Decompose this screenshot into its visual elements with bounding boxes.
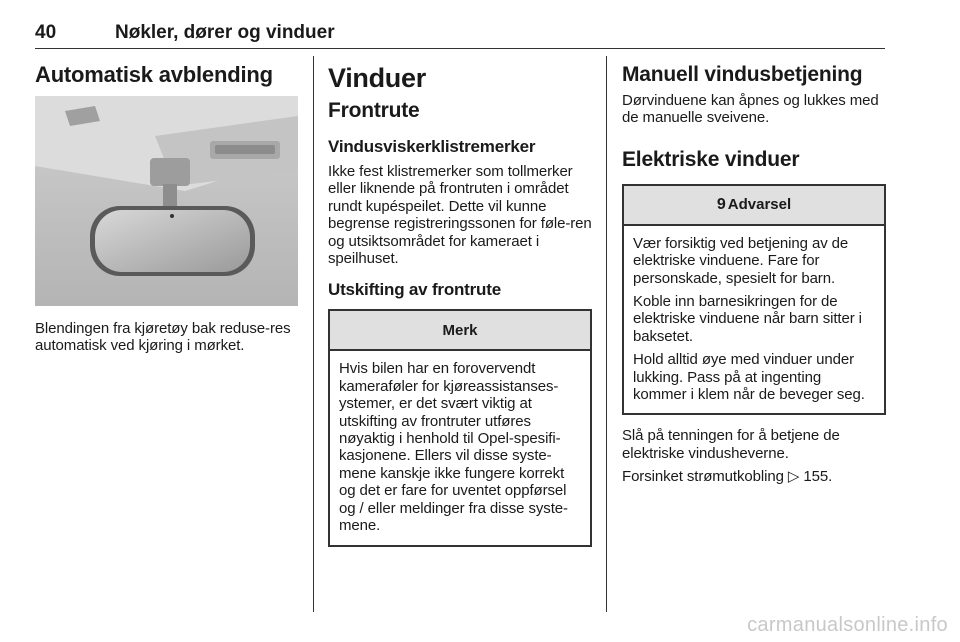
watermark: carmanualsonline.info xyxy=(747,614,948,636)
section-heading-auto-dimming: Automatisk avblending xyxy=(35,62,273,87)
warning-box xyxy=(622,184,886,416)
chapter-title: Nøkler, dører og vinduer xyxy=(115,22,335,43)
text-ignition: Slå på tenningen for å betjene de elektriske vindusheverne. xyxy=(622,427,840,462)
heading-wiper-stickers: Vindusviskerklistremerker xyxy=(328,137,536,156)
warning-paragraph-2: Koble inn barnesikringen for de elektriske vinduene når barn sitter i baksetet. xyxy=(633,293,862,345)
caption-auto-dimming: Blendingen fra kjøretøy bak reduse-res automatisk ved kjøring i mørket. xyxy=(35,320,291,355)
heading-manual-windows: Manuell vindusbetjening xyxy=(622,63,863,86)
page-number: 40 xyxy=(35,22,57,43)
heading-electric-windows: Elektriske vinduer xyxy=(622,147,800,171)
text-manual-windows: Dørvinduene kan åpnes og lukkes med de manuelle sveivene. xyxy=(622,92,879,127)
column-auto-dimming xyxy=(35,62,298,355)
column-divider-1 xyxy=(313,56,314,612)
column-windows xyxy=(328,62,592,547)
warning-title: Advarsel xyxy=(727,196,792,214)
page-reference-icon: ▷ xyxy=(787,468,800,486)
warning-triangle-icon: 9 xyxy=(716,195,726,213)
subheading-windscreen: Frontrute xyxy=(328,99,420,122)
warning-paragraph-3: Hold alltid øye med vinduer under lukking. Pass på at ingenting kommer i klem når de beveger seg. xyxy=(633,351,865,404)
rearview-mirror-photo xyxy=(35,96,298,306)
header-divider xyxy=(35,48,885,49)
section-heading-windows: Vinduer xyxy=(328,63,426,93)
note-text: Hvis bilen har en forovervendt kameraføler for kjøreassistanses-ystemer, er det svært viktig at utskifting av frontruter utføres nøyaktig i henhold til Opel-spesifi-kasjonene. Ellers vil disse syste-mene kanskje ikke fungere korrekt og det er fare for uventet oppførsel og / eller meldinger fra disse syste-mene. xyxy=(339,360,568,535)
note-box xyxy=(328,309,592,546)
note-title: Merk xyxy=(330,311,590,351)
page-reference-link[interactable]: 155. xyxy=(803,468,833,486)
column-window-operation xyxy=(622,62,886,486)
warning-header xyxy=(624,186,884,226)
text-wiper-stickers: Ikke fest klistremerker som tollmerker eller liknende på frontruten i området rundt kupéspeilet. Dette vil kunne begrense registreringssonen for føle-ren og utsiktsområdet for kameraet i speilhuset. xyxy=(328,163,592,268)
text-delayed-power-off xyxy=(622,468,886,485)
heading-windscreen-replacement: Utskifting av frontrute xyxy=(328,280,501,300)
delayed-power-off-label: Forsinket strømutkobling xyxy=(622,468,784,486)
warning-paragraph-1: Vær forsiktig ved betjening av de elektriske vinduene. Fare for personskade, spesielt for barn. xyxy=(633,234,849,287)
column-divider-2 xyxy=(606,56,607,612)
